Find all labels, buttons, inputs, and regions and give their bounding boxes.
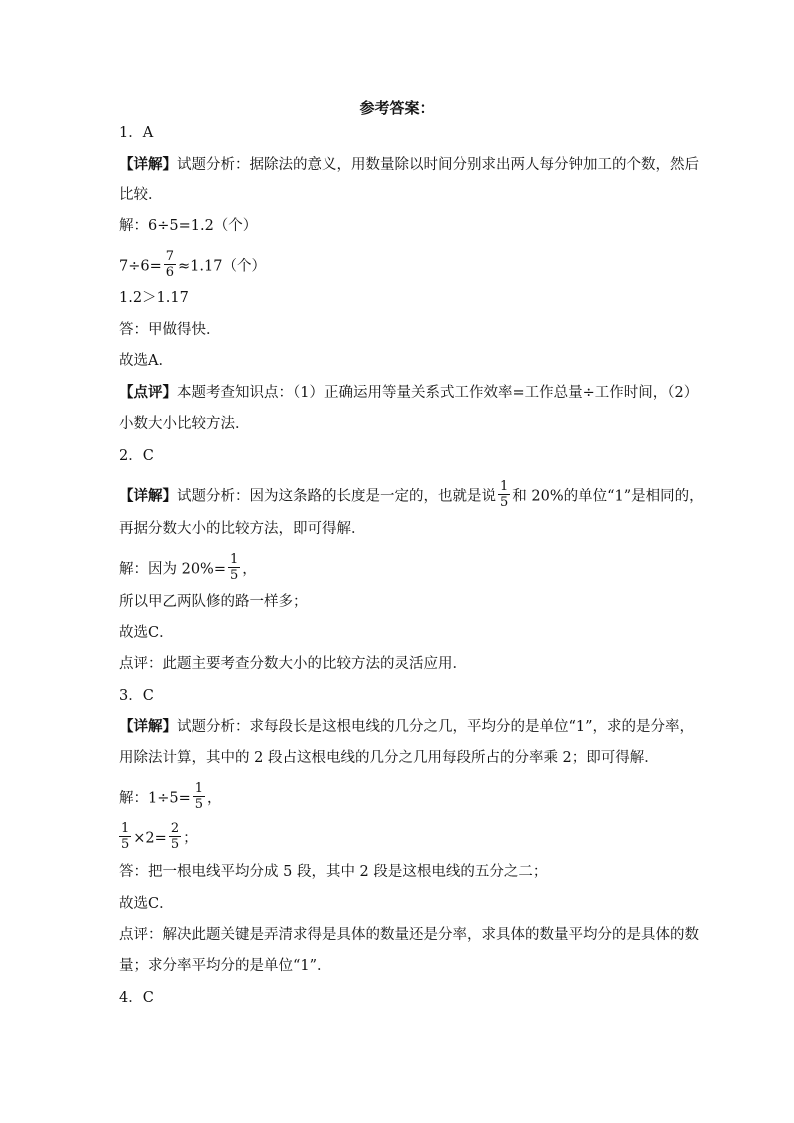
q1-calc-2-post: ≈1.17（个） bbox=[178, 258, 266, 275]
q2-calc-post: ， bbox=[242, 561, 257, 578]
q2-calc-fraction-denominator: 5 bbox=[230, 568, 239, 583]
q3-calc-1-post: ， bbox=[207, 790, 222, 807]
q2-number: 2．C bbox=[119, 448, 154, 464]
q1-analysis-line-2: 比较． bbox=[119, 187, 163, 203]
q3-calc-2-fraction-b bbox=[169, 821, 181, 852]
q1-answer: 答：甲做得快． bbox=[119, 322, 221, 338]
q1-analysis-text-1: 试题分析：据除法的意义，用数量除以时间分别求出两人每分钟加工的个数，然后 bbox=[177, 157, 699, 173]
q3-calc-1 bbox=[119, 783, 222, 814]
q3-calc-1-fraction bbox=[193, 781, 205, 812]
page-title: 参考答案： bbox=[359, 99, 435, 117]
q2-analysis-text-1b: 和 20%的单位“1”是相同的， bbox=[512, 488, 704, 505]
q2-analysis-line-2: 再据分数大小的比较方法，即可得解． bbox=[119, 521, 366, 537]
q3-calc-2-fraction-a-denominator: 5 bbox=[121, 837, 130, 852]
q2-calc-fraction bbox=[228, 552, 240, 583]
q3-analysis-text-1: 试题分析：求每段长是这根电线的几分之几，平均分的是单位“1”，求的是分率， bbox=[177, 719, 695, 735]
q1-compare: 1.2＞1.17 bbox=[119, 290, 189, 306]
q3-calc-2-fraction-b-numerator: 2 bbox=[170, 821, 180, 836]
q1-review-text-1: 本题考查知识点：（1）正确运用等量关系式工作效率=工作总量÷工作时间，（2） bbox=[177, 385, 699, 401]
q1-review-line-1 bbox=[119, 382, 698, 404]
q3-answer: 答：把一根电线平均分成 5 段，其中 2 段是这根电线的五分之二； bbox=[119, 864, 548, 880]
q2-analysis-text-1a: 试题分析：因为这条路的长度是一定的，也就是说 bbox=[177, 488, 496, 505]
q1-detail-tag: 【详解】 bbox=[119, 156, 177, 173]
q3-review-line-2: 量；求分率平均分的是单位“1”． bbox=[119, 958, 332, 974]
q3-calc-2 bbox=[119, 823, 198, 854]
q3-calc-2-post: ； bbox=[183, 830, 198, 847]
q1-calc-1: 解：6÷5=1.2（个） bbox=[119, 218, 258, 234]
q3-calc-2-fraction-a-numerator: 1 bbox=[121, 821, 130, 836]
q4-number: 4．C bbox=[119, 990, 154, 1006]
q3-calc-1-fraction-denominator: 5 bbox=[194, 797, 204, 812]
q1-calc-2-pre: 7÷6= bbox=[119, 258, 162, 275]
q1-analysis-line-1 bbox=[119, 154, 699, 176]
q3-calc-2-mid: ×2= bbox=[133, 830, 167, 847]
q1-number: 1．A bbox=[119, 125, 154, 141]
q2-detail-tag: 【详解】 bbox=[119, 487, 177, 505]
q3-number: 3．C bbox=[119, 688, 154, 704]
q2-calc bbox=[119, 554, 257, 585]
q3-calc-2-fraction-b-denominator: 5 bbox=[170, 837, 180, 852]
q3-choice: 故选C． bbox=[119, 896, 174, 912]
q3-analysis-line-1 bbox=[119, 716, 694, 738]
q2-calc-pre: 解：因为 20%= bbox=[119, 561, 226, 578]
q2-analysis-fraction bbox=[498, 479, 510, 510]
q2-calc-fraction-numerator: 1 bbox=[230, 552, 239, 567]
q1-fraction-numerator: 7 bbox=[165, 249, 175, 264]
q2-choice: 故选C． bbox=[119, 625, 174, 641]
q1-fraction bbox=[164, 249, 176, 280]
q2-analysis-fraction-denominator: 5 bbox=[500, 495, 509, 510]
q1-choice: 故选A． bbox=[119, 353, 173, 369]
q3-calc-1-pre: 解：1÷5= bbox=[119, 790, 191, 807]
q3-calc-1-fraction-numerator: 1 bbox=[194, 781, 204, 796]
q2-analysis-fraction-numerator: 1 bbox=[500, 479, 509, 494]
q3-detail-tag: 【详解】 bbox=[119, 718, 177, 735]
q1-calc-2 bbox=[119, 251, 266, 282]
q2-review: 点评：此题主要考查分数大小的比较方法的灵活应用． bbox=[119, 656, 467, 672]
q1-fraction-denominator: 6 bbox=[165, 265, 175, 280]
q2-result: 所以甲乙两队修的路一样多； bbox=[119, 594, 308, 610]
q3-review-line-1: 点评：解决此题关键是弄清求得是具体的数量还是分率，求具体的数量平均分的是具体的数 bbox=[119, 927, 699, 943]
q1-review-line-2: 小数大小比较方法． bbox=[119, 416, 250, 432]
q1-review-tag: 【点评】 bbox=[119, 384, 177, 401]
q3-calc-2-fraction-a bbox=[119, 821, 131, 852]
q3-analysis-line-2: 用除法计算，其中的 2 段占这根电线的几分之几用每段所占的分率乘 2；即可得解． bbox=[119, 750, 659, 766]
q2-analysis-line-1 bbox=[119, 481, 704, 512]
